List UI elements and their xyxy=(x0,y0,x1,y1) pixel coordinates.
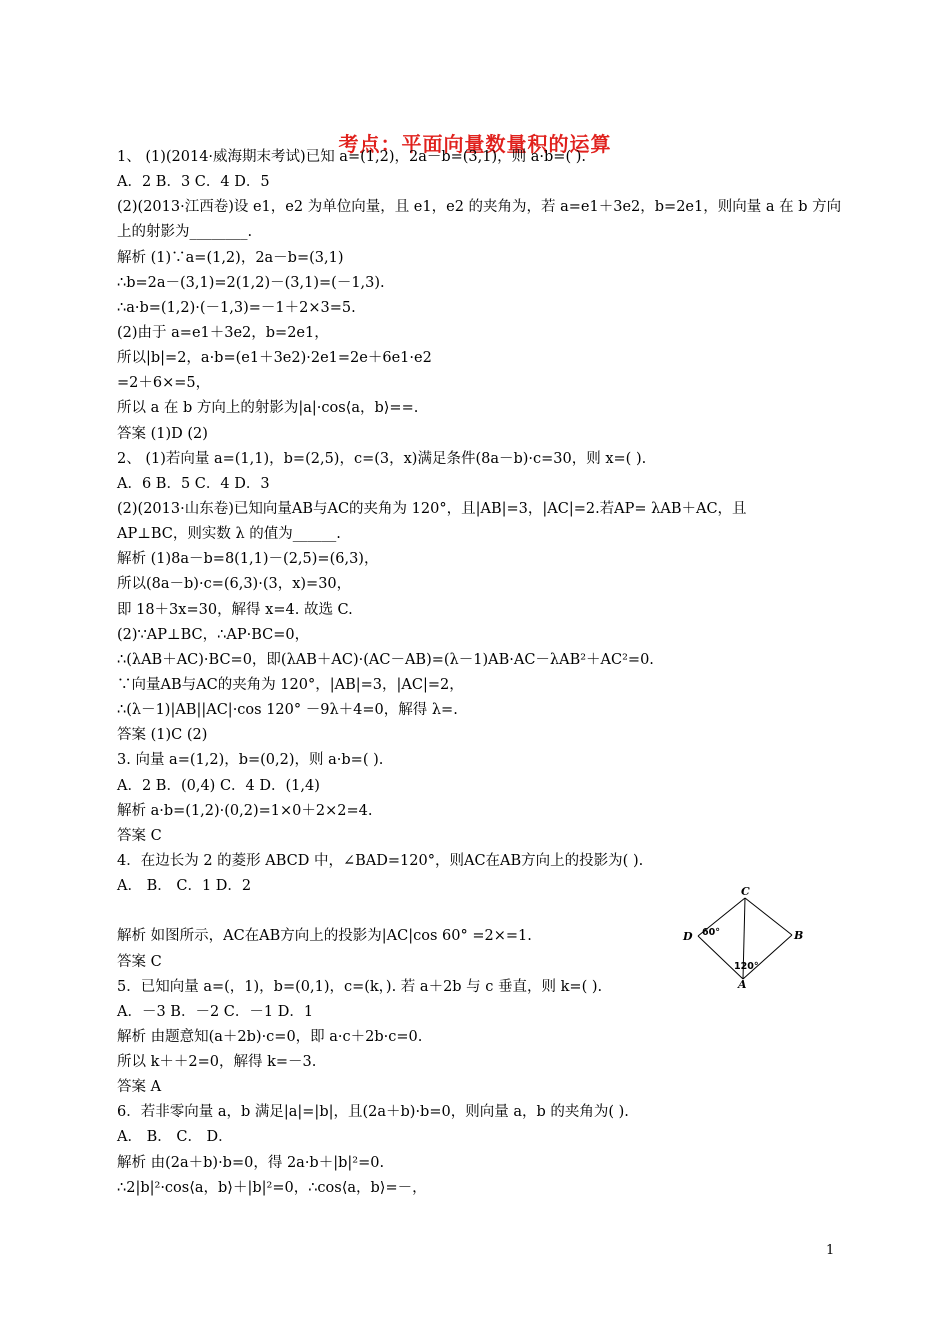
edge-cb xyxy=(745,898,792,935)
content-lines xyxy=(117,145,842,1201)
text-line: 答案 (1)C (2) xyxy=(117,727,208,744)
text-line: (2)(2013·江西卷)设 e1，e2 为单位向量，且 e1，e2 的夹角为，若 a=e1＋3e2，b=2e1，则向量 a 在 b 方向 xyxy=(117,199,842,216)
text-line: 3. 向量 a=(1,2)，b=(0,2)，则 a·b=( ). xyxy=(117,752,384,769)
text-line: 答案 A xyxy=(117,1079,162,1096)
text-line: 答案 (1)D (2) xyxy=(117,425,208,442)
label-a: A xyxy=(738,978,747,990)
text-line: ∴(λ－1)|AB||AC|·cos 120° －9λ＋4=0，解得 λ=. xyxy=(117,702,458,719)
text-line: (2)∵AP⊥BC，∴AP·BC=0， xyxy=(117,626,310,643)
text-line: 所以|b|=2，a·b=(e1＋3e2)·2e1=2e＋6e1·e2 xyxy=(117,350,432,367)
text-line: 所以(8a－b)·c=(6,3)·(3，x)=30， xyxy=(117,576,352,593)
text-line: 2、 (1)若向量 a=(1,1)，b=(2,5)，c=(3，x)满足条件(8a－b)·c=30，则 x=( ). xyxy=(117,450,647,467)
label-c: C xyxy=(741,885,750,898)
text-line: (2)由于 a=e1＋3e2，b=2e1， xyxy=(117,324,329,341)
text-line: 所以 k＋＋2=0，解得 k=－3. xyxy=(117,1054,317,1071)
text-line: A．－3 B．－2 C．－1 D．1 xyxy=(117,1003,314,1020)
text-line: ∵向量AB与AC的夹角为 120°，|AB|=3，|AC|=2， xyxy=(117,676,464,693)
page-number: 1 xyxy=(826,1243,835,1258)
text-line: (2)(2013·山东卷)已知向量AB与AC的夹角为 120°，且|AB|=3，|AC|=2.若AP= λAB＋AC，且 xyxy=(117,500,747,517)
text-line: =2＋6×=5， xyxy=(117,375,211,392)
text-line: ∴b=2a－(3,1)=2(1,2)－(3,1)=(－1,3). xyxy=(117,274,385,291)
text-line: A．2 B．(0,4) C．4 D．(1,4) xyxy=(117,777,320,794)
text-line: A．6 B．5 C．4 D．3 xyxy=(117,475,270,492)
angle-120-label: 120° xyxy=(734,961,759,972)
angle-60-label: 60° xyxy=(702,927,720,938)
edge-ba xyxy=(743,935,792,979)
text-line: 4．在边长为 2 的菱形 ABCD 中，∠BAD=120°，则AC在AB方向上的投影为( ). xyxy=(117,852,644,869)
text-line: 上的射影为________. xyxy=(117,224,253,241)
text-line: A． B． C．1 D．2 xyxy=(117,878,252,895)
text-line: A．2 B．3 C．4 D．5 xyxy=(117,174,270,191)
text-line: ∴2|b|²·cos⟨a，b⟩＋|b|²=0，∴cos⟨a，b⟩=－， xyxy=(117,1179,427,1196)
text-line: 答案 C xyxy=(117,953,162,970)
text-line: 解析 如图所示，AC在AB方向上的投影为|AC|cos 60° =2×=1. xyxy=(117,928,532,945)
text-line: A． B． C． D． xyxy=(117,1129,233,1146)
edge-ad xyxy=(698,936,743,979)
text-line: 解析 由(2a＋b)·b=0，得 2a·b＋|b|²=0. xyxy=(117,1154,385,1171)
text-line: 答案 C xyxy=(117,827,162,844)
label-d: D xyxy=(683,930,693,943)
text-line: 所以 a 在 b 方向上的射影为|a|·cos⟨a，b⟩==. xyxy=(117,400,419,417)
text-line: 解析 (1)8a－b=8(1,1)－(2,5)=(6,3)， xyxy=(117,551,379,568)
text-line: 解析 由题意知(a＋2b)·c=0，即 a·c＋2b·c=0. xyxy=(117,1028,423,1045)
text-line: 1、 (1)(2014·威海期末考试)已知 a=(1,2)，2a－b=(3,1)，则 a·b=( ). xyxy=(117,149,586,165)
text-line: ∴a·b=(1,2)·(－1,3)=－1＋2×3=5. xyxy=(117,299,356,316)
text-line: 即 18＋3x=30，解得 x=4. 故选 C. xyxy=(117,601,353,618)
rhombus-diagram xyxy=(678,884,808,990)
label-b: B xyxy=(794,929,804,942)
text-line: ∴(λAB＋AC)·BC=0，即(λAB＋AC)·(AC－AB)=(λ－1)AB·AC－λAB²＋AC²=0. xyxy=(117,651,654,668)
text-line: 6．若非零向量 a，b 满足|a|=|b|，且(2a＋b)·b=0，则向量 a，b 的夹角为( ). xyxy=(117,1104,629,1121)
text-line: AP⊥BC，则实数 λ 的值为______. xyxy=(117,526,341,543)
page-title: 考点：平面向量数量积的运算 xyxy=(338,132,612,156)
text-line: 5．已知向量 a=(，1)，b=(0,1)，c=(k，). 若 a＋2b 与 c 垂直，则 k=( ). xyxy=(117,978,603,995)
text-line: 解析 a·b=(1,2)·(0,2)=1×0＋2×2=4. xyxy=(117,802,373,819)
text-line: 解析 (1)∵a=(1,2)，2a－b=(3,1) xyxy=(117,249,344,266)
